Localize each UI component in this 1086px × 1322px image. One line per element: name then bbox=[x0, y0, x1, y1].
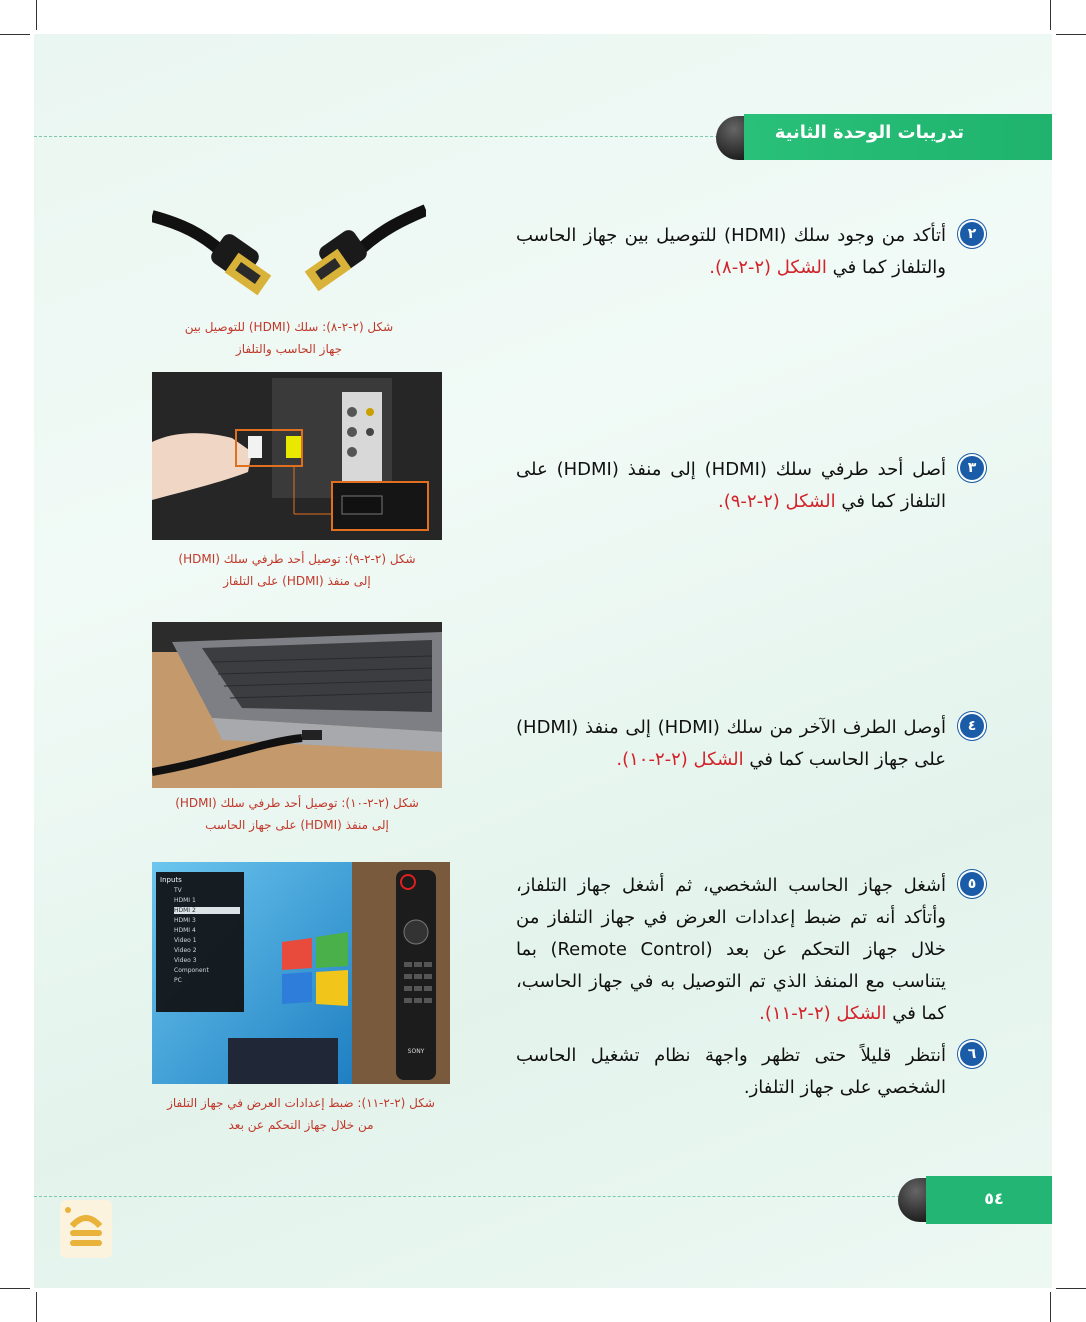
step-2 bbox=[516, 220, 977, 284]
step-4 bbox=[516, 712, 977, 776]
step-number: ٣ bbox=[960, 456, 984, 480]
section-title-tab bbox=[716, 114, 1052, 160]
crop-mark bbox=[1050, 0, 1051, 30]
crop-mark bbox=[0, 1288, 30, 1289]
crop-mark bbox=[1056, 1288, 1086, 1289]
hdmi-cable-image bbox=[152, 204, 426, 310]
crop-mark bbox=[36, 0, 37, 30]
step-number: ٢ bbox=[960, 222, 984, 246]
crop-mark bbox=[0, 34, 30, 35]
step-6 bbox=[516, 1040, 977, 1104]
tv-input-item[interactable]: PC bbox=[174, 977, 182, 984]
figure-caption: شكل (٢-٢-٩): توصيل أحد طرفي سلك (HDMI) إلى منفذ (HDMI) على التلفاز bbox=[178, 552, 416, 588]
figure-caption: شكل (٢-٢-١١): ضبط إعدادات العرض في جهاز التلفاز من خلال جهاز التحكم عن بعد bbox=[167, 1096, 435, 1132]
laptop-hdmi-image bbox=[152, 622, 442, 788]
tv-input-item[interactable]: Video 3 bbox=[174, 957, 197, 964]
step-text: أصل أحد طرفي سلك (HDMI) إلى منفذ (HDMI) على التلفاز كما في الشكل (٢-٢-٩). bbox=[516, 459, 947, 512]
step-number: ٦ bbox=[960, 1042, 984, 1066]
tv-input-item[interactable]: HDMI 4 bbox=[174, 927, 196, 934]
step-text: أتأكد من وجود سلك (HDMI) للتوصيل بين جهاز الحاسب والتلفاز كما في الشكل (٢-٢-٨). bbox=[516, 225, 946, 278]
tv-inputs-heading: Inputs bbox=[160, 876, 182, 884]
tv-ports-image bbox=[152, 372, 442, 540]
tv-input-item[interactable]: Video 1 bbox=[174, 937, 197, 944]
figure-caption: شكل (٢-٢-١٠): توصيل أحد طرفي سلك (HDMI) إلى منفذ (HDMI) على جهاز الحاسب bbox=[175, 796, 419, 832]
section-title: تدريبات الوحدة الثانية bbox=[744, 114, 1052, 160]
page-number-tab bbox=[898, 1176, 1052, 1224]
tv-input-item[interactable]: Video 2 bbox=[174, 947, 197, 954]
step-3 bbox=[516, 454, 977, 518]
remote-brand: SONY bbox=[407, 1048, 425, 1055]
tv-input-item[interactable]: TV bbox=[174, 887, 182, 894]
crop-mark bbox=[1056, 34, 1086, 35]
crop-mark bbox=[36, 1292, 37, 1322]
tv-inputs-menu bbox=[156, 872, 244, 1012]
step-number: ٥ bbox=[960, 872, 984, 896]
tv-input-item[interactable]: HDMI 2 bbox=[174, 907, 240, 914]
step-text: أنتظر قليلاً حتى تظهر واجهة نظام تشغيل الحاسب الشخصي على جهاز التلفاز. bbox=[516, 1045, 946, 1098]
header-rule bbox=[34, 136, 718, 137]
tv-input-item[interactable]: Component bbox=[174, 967, 209, 974]
step-text: أشغل جهاز الحاسب الشخصي، ثم أشغل جهاز التلفاز، وأتأكد أنه تم ضبط إعدادات العرض في جهاز التلفاز من خلال جهاز التحكم عن بعد (Remote Control) بما يتناسب مع المنفذ الذي تم التوصيل به في جهاز الحاسب، كما في الشكل (٢-٢-١١). bbox=[516, 875, 946, 1024]
tv-settings-image bbox=[152, 862, 450, 1084]
step-5 bbox=[516, 870, 977, 1030]
tv-input-item[interactable]: HDMI 1 bbox=[174, 897, 196, 904]
publisher-logo-icon bbox=[58, 1198, 114, 1260]
figure-caption: شكل (٢-٢-٨): سلك (HDMI) للتوصيل بين جهاز الحاسب والتلفاز bbox=[184, 320, 394, 356]
page-number: ٥٤ bbox=[926, 1176, 1052, 1224]
step-text: أوصل الطرف الآخر من سلك (HDMI) إلى منفذ (HDMI) على جهاز الحاسب كما في الشكل (٢-٢-١٠). bbox=[516, 717, 946, 770]
step-number: ٤ bbox=[960, 714, 984, 738]
crop-mark bbox=[1050, 1292, 1051, 1322]
footer-rule bbox=[34, 1196, 900, 1197]
tv-input-item[interactable]: HDMI 3 bbox=[174, 917, 196, 924]
